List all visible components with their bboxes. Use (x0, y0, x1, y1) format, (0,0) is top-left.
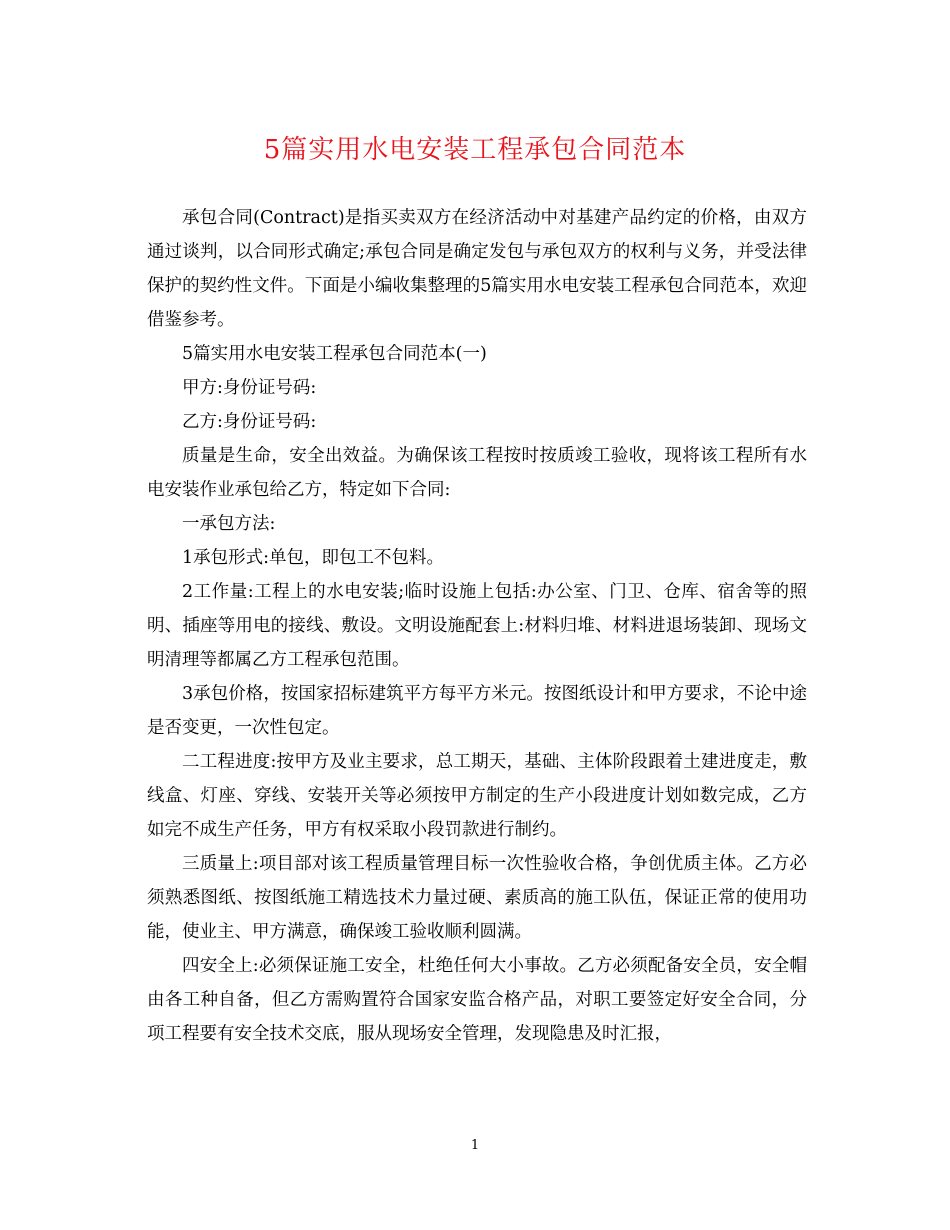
paragraph-section-heading: 5篇实用水电安装工程承包合同范本(一) (182, 344, 487, 364)
paragraph-contract-method: 一承包方法: (182, 514, 276, 534)
paragraph-intro: 承包合同(Contract)是指买卖双方在经济活动中对基建产品约定的价格，由双方通过谈判，以合同形式确定;承包合同是确定发包与承包双方的权利与义务，并受法律保护的契约性文件。下面是小编收集整理的5篇实用水电安装工程承包合同范本，欢迎借鉴参考。 (147, 208, 807, 330)
paragraph-workload: 2工作量:工程上的水电安装;临时设施上包括:办公室、门卫、仓库、宿舍等的照明、插座等用电的接线、敷设。文明设施配套上:材料归堆、材料进退场装卸、现场文明清理等都属乙方工程承包范围。 (147, 582, 807, 670)
paragraph-progress: 二工程进度:按甲方及业主要求，总工期天，基础、主体阶段跟着土建进度走，敷线盒、灯座、穿线、安装开关等必须按甲方制定的生产小段进度计划如数完成，乙方如完不成生产任务，甲方有权采取小段罚款进行制约。 (147, 752, 807, 840)
document-body (147, 201, 807, 1051)
paragraph-preamble: 质量是生命，安全出效益。为确保该工程按时按质竣工验收，现将该工程所有水电安装作业承包给乙方，特定如下合同: (147, 446, 807, 500)
document-title: 5篇实用水电安装工程承包合同范本 (263, 135, 687, 165)
paragraph-price: 3承包价格，按国家招标建筑平方每平方米元。按图纸设计和甲方要求，不论中途是否变更，一次性包定。 (147, 684, 807, 738)
paragraph-party-a: 甲方:身份证号码: (182, 378, 317, 398)
paragraph-party-b: 乙方:身份证号码: (182, 412, 317, 432)
paragraph-contract-form: 1承包形式:单包，即包工不包料。 (182, 548, 445, 568)
page-number: 1 (470, 1138, 480, 1153)
paragraph-quality: 三质量上:项目部对该工程质量管理目标一次性验收合格，争创优质主体。乙方必须熟悉图纸、按图纸施工精选技术力量过硬、素质高的施工队伍，保证正常的使用功能，使业主、甲方满意，确保竣工验收顺利圆满。 (147, 854, 807, 942)
paragraph-safety: 四安全上:必须保证施工安全，杜绝任何大小事故。乙方必须配备安全员，安全帽由各工种自备，但乙方需购置符合国家安监合格产品，对职工要签定好安全合同，分项工程要有安全技术交底，服从现场安全管理，发现隐患及时汇报， (147, 956, 807, 1044)
